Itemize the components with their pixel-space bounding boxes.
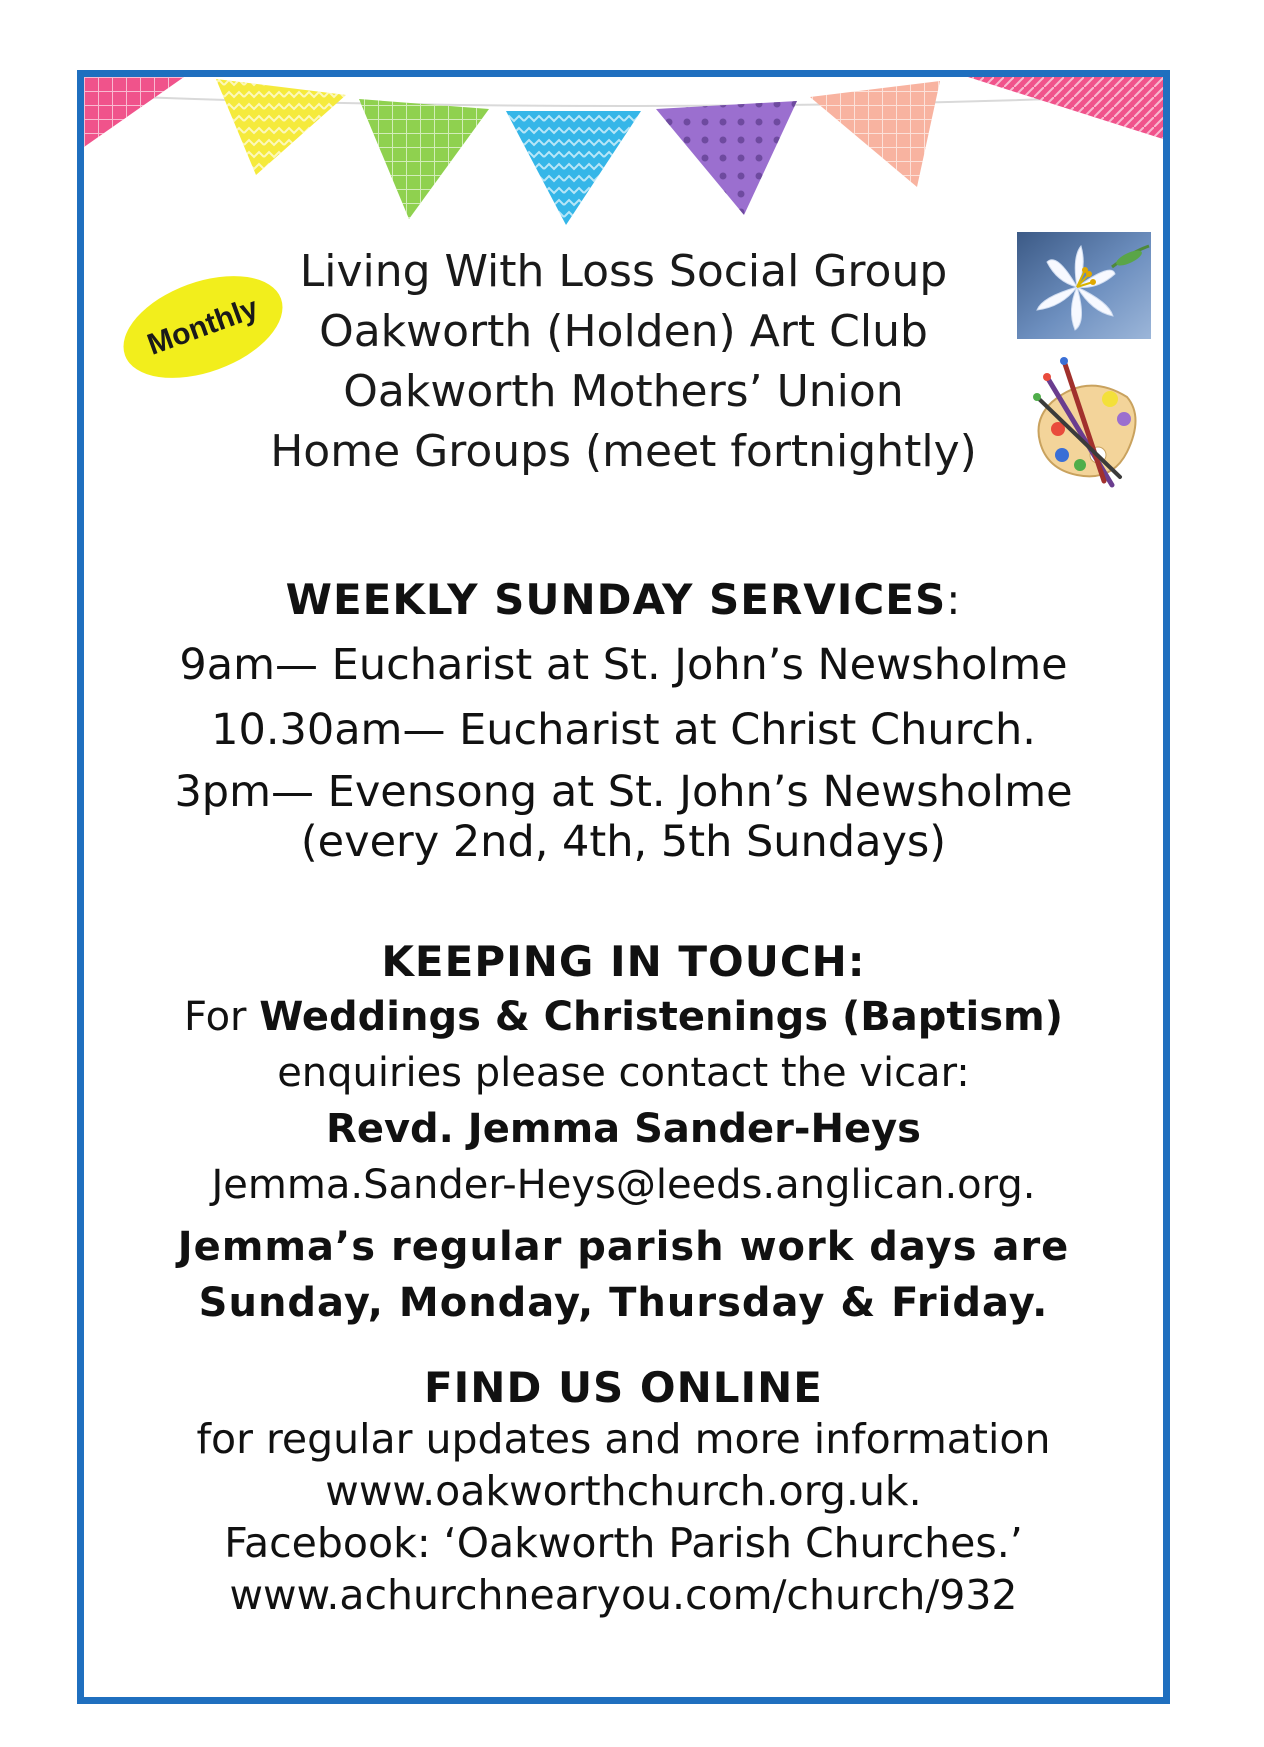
service-text: 10.30am— Eucharist at Christ Church. <box>211 705 1036 755</box>
enquiries-text: enquiries please contact the vicar: <box>277 1050 970 1096</box>
flag-pink-left <box>84 77 184 147</box>
workdays-line: Sunday, Monday, Thursday & Friday. <box>198 1280 1049 1326</box>
service-note: (every 2nd, 4th, 5th Sundays) <box>300 817 947 867</box>
website-link[interactable]: www.oakworthchurch.org.uk. <box>325 1467 922 1515</box>
weddings-line <box>84 989 1163 1045</box>
groups-list <box>84 242 1163 482</box>
touch-body <box>84 989 1163 1213</box>
service-item <box>84 705 1163 755</box>
flag-pink-right <box>968 77 1163 139</box>
poster-frame <box>77 70 1170 1704</box>
group-item: Oakworth Mothers’ Union <box>343 366 904 417</box>
service-item <box>84 767 1163 867</box>
flag-purple <box>656 101 797 215</box>
service-text: 3pm— Evensong at St. John’s Newsholme <box>174 767 1073 817</box>
flag-peach <box>810 81 940 187</box>
group-item: Oakworth (Holden) Art Club <box>319 306 928 357</box>
online-body <box>84 1413 1163 1621</box>
monthly-badge-text: Monthly <box>143 291 263 362</box>
workdays-notice <box>84 1219 1163 1331</box>
paint-palette-icon <box>1032 357 1142 493</box>
touch-title: KEEPING IN TOUCH: <box>381 937 866 986</box>
services-title: WEEKLY SUNDAY SERVICES <box>285 575 947 624</box>
weddings-text: Weddings & Christenings (Baptism) <box>259 994 1064 1040</box>
services-heading <box>84 575 1163 624</box>
facebook-line: Facebook: ‘Oakworth Parish Churches.’ <box>224 1519 1023 1567</box>
achurchnearyou-link[interactable]: www.achurchnearyou.com/church/932 <box>229 1571 1018 1619</box>
bunting-decoration <box>84 77 1163 247</box>
workdays-line: Jemma’s regular parish work days are <box>177 1224 1070 1270</box>
online-intro: for regular updates and more information <box>196 1415 1051 1463</box>
online-heading <box>84 1363 1163 1412</box>
flag-green <box>359 99 489 219</box>
group-item: Home Groups (meet fortnightly) <box>270 426 977 477</box>
touch-heading <box>84 937 1163 986</box>
flag-yellow <box>216 79 346 175</box>
service-item <box>84 640 1163 690</box>
service-text: 9am— Eucharist at St. John’s Newsholme <box>179 640 1068 690</box>
lily-flower-icon <box>1017 232 1151 339</box>
online-title: FIND US ONLINE <box>423 1363 823 1412</box>
vicar-email: Jemma.Sander-Heys@leeds.anglican.org. <box>211 1162 1036 1208</box>
services-colon: : <box>946 575 962 624</box>
vicar-name: Revd. Jemma Sander-Heys <box>326 1106 921 1152</box>
flag-blue <box>506 111 641 225</box>
group-item: Living With Loss Social Group <box>299 246 948 297</box>
for-prefix: For <box>183 994 260 1040</box>
